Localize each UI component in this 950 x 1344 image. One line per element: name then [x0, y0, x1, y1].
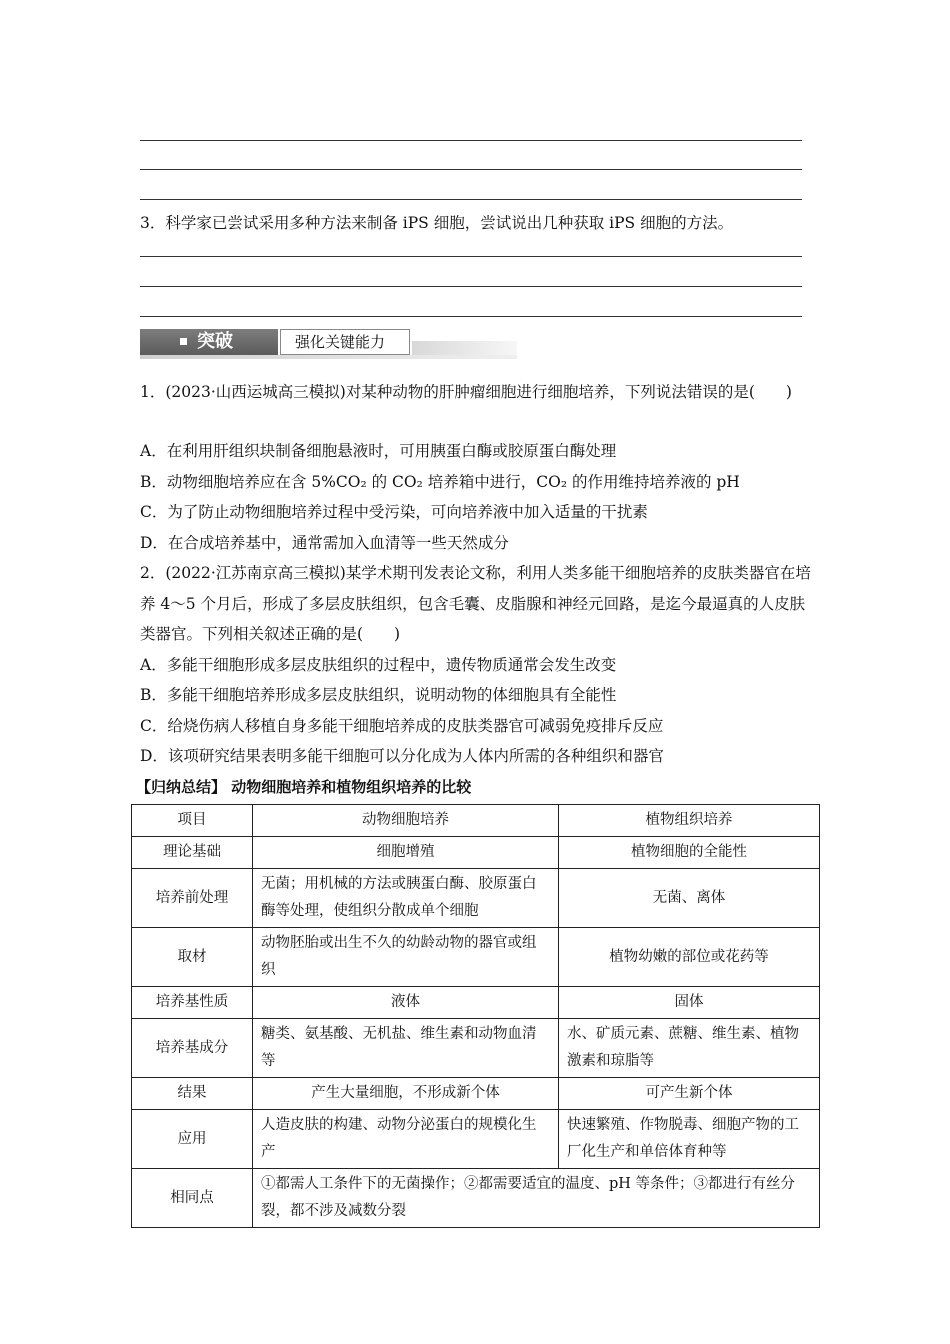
- table-cell: 水、矿质元素、蔗糖、维生素、植物激素和琼脂等: [559, 1019, 820, 1078]
- table-cell: 培养前处理: [132, 869, 253, 928]
- answer-line: [140, 140, 802, 141]
- table-cell: 液体: [253, 987, 559, 1019]
- table-row: [132, 928, 820, 987]
- question-1-stem: 1．(2023·山西运城高三模拟)对某种动物的肝肿瘤细胞进行细胞培养，下列说法错误的是( ): [140, 383, 792, 401]
- summary-title: 【归纳总结】 动物细胞培养和植物组织培养的比较: [136, 778, 472, 796]
- table-header-cell: 项目: [132, 805, 253, 837]
- question-2-option-b: B．多能干细胞培养形成多层皮肤组织，说明动物的体细胞具有全能性: [140, 686, 617, 704]
- answer-line: [140, 256, 802, 257]
- question-1-option-b: B．动物细胞培养应在含 5%CO₂ 的 CO₂ 培养箱中进行，CO₂ 的作用维持培养液的 pH: [140, 473, 740, 491]
- table-cell: ①都需人工条件下的无菌操作；②都需要适宜的温度、pH 等条件；③都进行有丝分裂，都不涉及减数分裂: [253, 1169, 820, 1228]
- section-banner: [140, 329, 517, 359]
- table-cell: 培养基性质: [132, 987, 253, 1019]
- table-cell: 人造皮肤的构建、动物分泌蛋白的规模化生产: [253, 1110, 559, 1169]
- table-cell: 取材: [132, 928, 253, 987]
- answer-line: [140, 286, 802, 287]
- table-cell: 植物细胞的全能性: [559, 837, 820, 869]
- table-cell: 动物胚胎或出生不久的幼龄动物的器官或组织: [253, 928, 559, 987]
- table-row: [132, 1019, 820, 1078]
- banner-underline: [140, 355, 517, 359]
- table-row: [132, 1078, 820, 1110]
- question-2-option-d: D．该项研究结果表明多能干细胞可以分化成为人体内所需的各种组织和器官: [140, 747, 664, 765]
- banner-left-label: 突破: [197, 331, 233, 352]
- table-cell: 快速繁殖、作物脱毒、细胞产物的工厂化生产和单倍体育种等: [559, 1110, 820, 1169]
- table-cell: 可产生新个体: [559, 1078, 820, 1110]
- question-1-option-a: A．在利用肝组织块制备细胞悬液时，可用胰蛋白酶或胶原蛋白酶处理: [140, 442, 617, 460]
- question-1-option-c: C．为了防止动物细胞培养过程中受污染，可向培养液中加入适量的干扰素: [140, 503, 648, 521]
- square-icon: [180, 338, 187, 345]
- question-1-option-d: D．在合成培养基中，通常需加入血清等一些天然成分: [140, 534, 509, 552]
- table-row: [132, 1110, 820, 1169]
- table-cell: 糖类、氨基酸、无机盐、维生素和动物血清等: [253, 1019, 559, 1078]
- table-row: [132, 869, 820, 928]
- question-2-option-c: C．给烧伤病人移植自身多能干细胞培养成的皮肤类器官可减弱免疫排斥反应: [140, 717, 664, 735]
- comparison-table: [131, 804, 820, 1228]
- banner-left: [140, 329, 278, 355]
- table-header-cell: 动物细胞培养: [253, 805, 559, 837]
- answer-line: [140, 199, 802, 200]
- table-row: [132, 987, 820, 1019]
- table-cell: 理论基础: [132, 837, 253, 869]
- table-cell: 相同点: [132, 1169, 253, 1228]
- table-cell: 应用: [132, 1110, 253, 1169]
- question-2-stem: 2．(2022·江苏南京高三模拟)某学术期刊发表论文称，利用人类多能干细胞培养的皮肤类器官在培养 4～5 个月后，形成了多层皮肤组织，包含毛囊、皮脂腺和神经元回路，是迄今最逼真的人皮肤类器官。下列相关叙述正确的是( ): [140, 564, 811, 643]
- banner-right-label: 强化关键能力: [280, 329, 410, 355]
- question-2-option-a: A．多能干细胞形成多层皮肤组织的过程中，遗传物质通常会发生改变: [140, 656, 617, 674]
- answer-line: [140, 316, 802, 317]
- table-header-cell: 植物组织培养: [559, 805, 820, 837]
- table-cell: 结果: [132, 1078, 253, 1110]
- table-cell: 固体: [559, 987, 820, 1019]
- table-row: [132, 1169, 820, 1228]
- answer-line: [140, 169, 802, 170]
- table-cell: 植物幼嫩的部位或花药等: [559, 928, 820, 987]
- question-3: 3．科学家已尝试采用多种方法来制备 iPS 细胞，尝试说出几种获取 iPS 细胞的方法。: [140, 214, 734, 232]
- table-cell: 产生大量细胞，不形成新个体: [253, 1078, 559, 1110]
- table-cell: 无菌；用机械的方法或胰蛋白酶、胶原蛋白酶等处理，使组织分散成单个细胞: [253, 869, 559, 928]
- table-header-row: [132, 805, 820, 837]
- table-cell: 细胞增殖: [253, 837, 559, 869]
- table-cell: 无菌、离体: [559, 869, 820, 928]
- table-cell: 培养基成分: [132, 1019, 253, 1078]
- table-row: [132, 837, 820, 869]
